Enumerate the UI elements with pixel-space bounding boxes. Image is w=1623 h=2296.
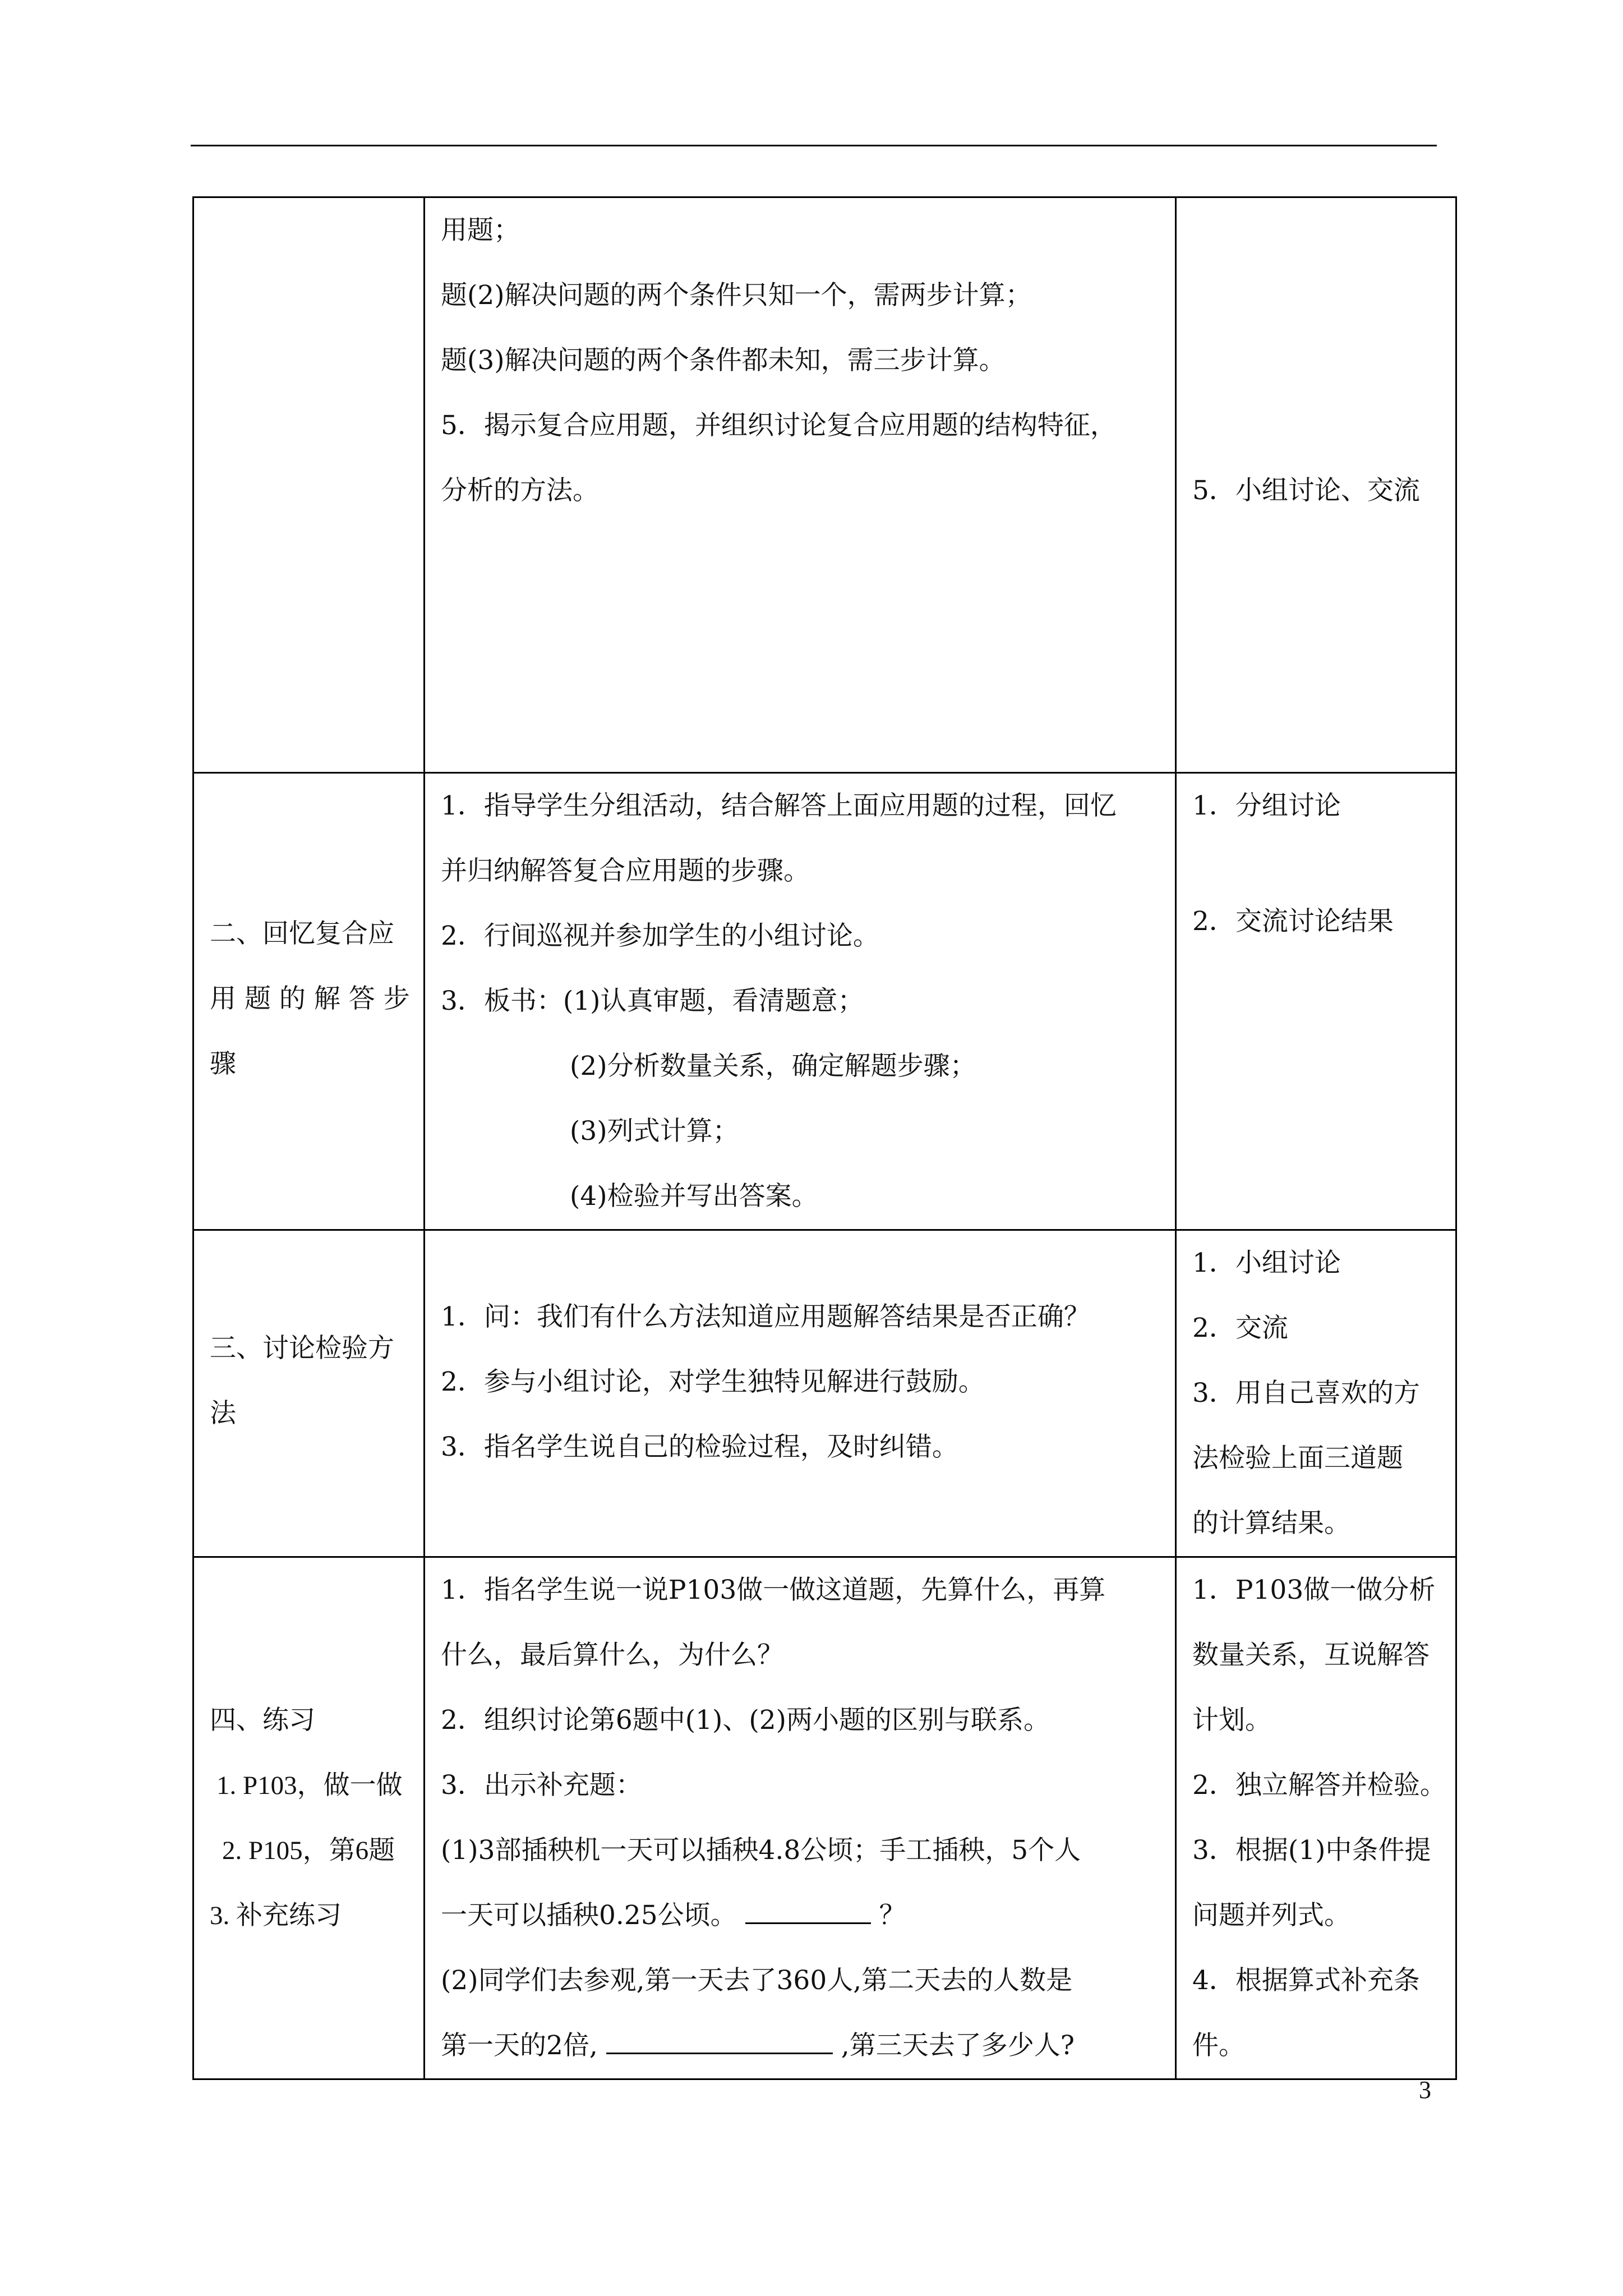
text-line: 件。 bbox=[1192, 2030, 1245, 2061]
stage-cell bbox=[193, 773, 425, 1230]
text-line: 3．指名学生说自己的检验过程，及时纠错。 bbox=[441, 1432, 958, 1462]
text-line: 数量关系，互说解答 bbox=[1192, 1640, 1430, 1671]
table-row bbox=[193, 197, 1456, 773]
text-line: 分析的方法。 bbox=[441, 475, 599, 506]
table-row bbox=[193, 773, 1456, 1230]
stage-title-line: 二、回忆复合应 bbox=[210, 918, 394, 949]
text-segment: ？ bbox=[879, 1900, 906, 1931]
text-line: (2)同学们去参观,第一天去了360人,第二天去的人数是 bbox=[441, 1965, 1073, 1996]
text-line: 2．参与小组讨论，对学生独特见解进行鼓励。 bbox=[441, 1366, 985, 1397]
teacher-activity-cell bbox=[425, 197, 1176, 773]
text-line: 2．交流 bbox=[1192, 1313, 1288, 1343]
text-line: 2．交流讨论结果 bbox=[1192, 906, 1394, 937]
text-segment: 第一天的2倍, bbox=[441, 2030, 598, 2061]
table-row bbox=[193, 1557, 1456, 2079]
text-line: 3．用自己喜欢的方 bbox=[1192, 1378, 1420, 1409]
teacher-activity-cell bbox=[425, 1230, 1176, 1557]
text-line: 1．P103做一做分析 bbox=[1192, 1575, 1436, 1605]
text-line: 4．根据算式补充条 bbox=[1192, 1965, 1420, 1996]
stage-cell bbox=[193, 1230, 425, 1557]
text-line: (1)3部插秧机一天可以插秧4.8公顷；手工插秧，5个人 bbox=[441, 1835, 1081, 1866]
text-line: 2．行间巡视并参加学生的小组讨论。 bbox=[441, 921, 879, 951]
text-line bbox=[441, 2013, 1161, 2078]
text-line: (3)列式计算； bbox=[570, 1116, 739, 1147]
student-activity-cell bbox=[1176, 197, 1456, 773]
lesson-plan-table bbox=[192, 196, 1457, 2080]
text-line: 5．揭示复合应用题，并组织讨论复合应用题的结构特征， bbox=[441, 410, 1117, 441]
exercise-item: 3. 补充练习 bbox=[210, 1901, 342, 1930]
teacher-activity-cell bbox=[425, 1557, 1176, 2079]
text-line: 题(2)解决问题的两个条件只知一个，需两步计算； bbox=[441, 280, 1032, 311]
exercise-item: 1. P103，做一做 bbox=[216, 1771, 403, 1800]
table-row bbox=[193, 1230, 1456, 1557]
text-segment: ,第三天去了多少人? bbox=[841, 2030, 1075, 2061]
text-line: 1．指名学生说一说P103做一做这道题，先算什么，再算 bbox=[441, 1575, 1106, 1605]
text-line: 5．小组讨论、交流 bbox=[1192, 475, 1420, 506]
stage-title-line: 四、练习 bbox=[210, 1705, 315, 1736]
text-line: 计划。 bbox=[1192, 1705, 1271, 1736]
teacher-activity-cell bbox=[425, 773, 1176, 1230]
student-activity-cell bbox=[1176, 773, 1456, 1230]
text-line bbox=[441, 1883, 1161, 1948]
text-line: (4)检验并写出答案。 bbox=[570, 1181, 818, 1212]
student-activity-cell bbox=[1176, 1557, 1456, 2079]
text-line: 1．指导学生分组活动，结合解答上面应用题的过程，回忆 bbox=[441, 790, 1117, 821]
text-line: 问题并列式。 bbox=[1192, 1900, 1350, 1931]
header-rule bbox=[191, 145, 1437, 146]
stage-title-line: 骤 bbox=[210, 1048, 236, 1079]
exercise-item: 2. P105，第6题 bbox=[222, 1836, 395, 1865]
text-line: 什么，最后算什么，为什么？ bbox=[441, 1640, 783, 1671]
student-activity-cell bbox=[1176, 1230, 1456, 1557]
text-line: 的计算结果。 bbox=[1192, 1508, 1350, 1539]
text-line: 1．小组讨论 bbox=[1192, 1248, 1341, 1278]
stage-cell bbox=[193, 1557, 425, 2079]
fill-in-blank bbox=[745, 1897, 871, 1924]
text-line: 并归纳解答复合应用题的步骤。 bbox=[441, 855, 810, 886]
text-line: 3．出示补充题： bbox=[441, 1770, 642, 1801]
stage-title-line: 法 bbox=[210, 1398, 236, 1429]
text-line: 3．板书：(1)认真审题，看清题意； bbox=[441, 986, 864, 1016]
fill-in-blank bbox=[606, 2027, 833, 2054]
page-number: 3 bbox=[1419, 2076, 1431, 2104]
text-line: 用题； bbox=[441, 215, 520, 246]
stage-cell bbox=[193, 197, 425, 773]
text-line: 1．分组讨论 bbox=[1192, 790, 1341, 821]
text-line: 题(3)解决问题的两个条件都未知，需三步计算。 bbox=[441, 345, 1006, 376]
text-line: 3．根据(1)中条件提 bbox=[1192, 1835, 1431, 1866]
text-line: 法检验上面三道题 bbox=[1192, 1443, 1403, 1474]
text-line: 2．独立解答并检验。 bbox=[1192, 1770, 1446, 1801]
stage-title-line: 用 题 的 解 答 步 bbox=[210, 983, 410, 1014]
text-line: 2．组织讨论第6题中(1)、(2)两小题的区别与联系。 bbox=[441, 1705, 1050, 1736]
stage-title-line: 三、讨论检验方 bbox=[210, 1333, 394, 1364]
text-line: (2)分析数量关系，确定解题步骤； bbox=[570, 1051, 976, 1082]
text-segment: 一天可以插秧0.25公顷。 bbox=[441, 1900, 737, 1931]
text-line: 1．问：我们有什么方法知道应用题解答结果是否正确？ bbox=[441, 1301, 1090, 1332]
